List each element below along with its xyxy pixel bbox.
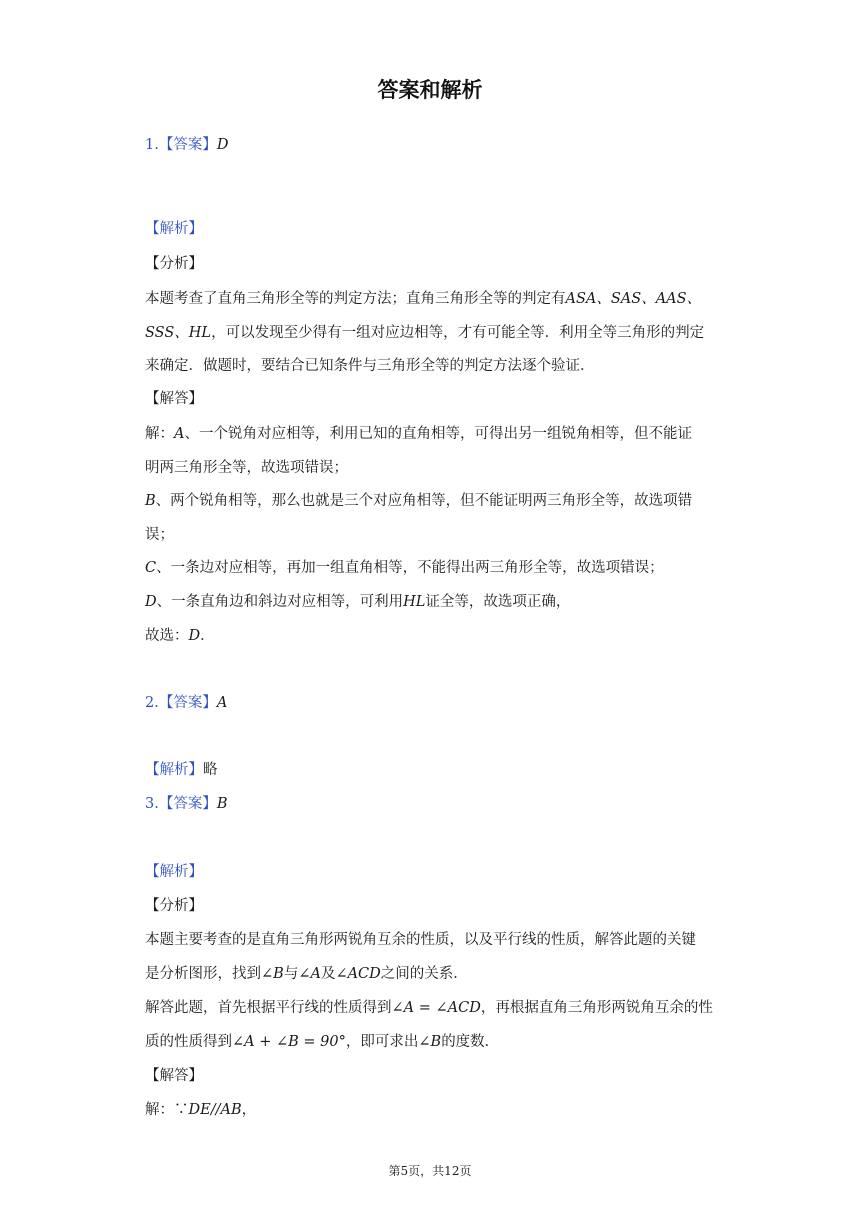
q1-jieda-heading: 【解答】 [145,391,203,407]
q3-analysis-math: ∠A = ∠ACD [391,1000,481,1016]
q3-analysis-math: ∠ACD [335,966,381,982]
q3-analysis-line-4 [145,1032,725,1052]
q3-analysis-math: ∠A + ∠B = 90° [232,1034,346,1050]
q3-fenxi-heading: 【分析】 [145,898,203,914]
q1-analysis-line-1 [145,289,725,309]
q1-sol-text: 解： [145,426,174,442]
q2-jiexi-text: 略 [203,762,218,778]
q1-answer-line [145,135,725,155]
q3-analysis-text: 及 [320,966,336,982]
q1-solution-line-2: 明两三角形全等，故选项错误； [145,460,348,476]
q2-jiexi-heading: 【解析】 [145,762,203,778]
q1-solution-line-4: 误； [145,527,174,543]
q2-answer-value: A [216,695,228,711]
q3-answer-label: 3.【答案】 [145,796,217,812]
q1-analysis-math: SSS、HL [145,325,212,341]
q1-analysis-text: 本题考查了直角三角形全等的判定方法；直角三角形全等的判定有 [145,291,566,307]
q2-answer-label: 2.【答案】 [145,695,217,711]
q3-analysis-math: ∠B [261,966,284,982]
q1-jiexi-heading: 【解析】 [145,221,203,237]
q1-sol-text: 故选： [145,628,189,644]
q1-solution-line-7 [145,626,725,646]
q1-sol-text: 、一个锐角对应相等，利用已知的直角相等，可得出另一组锐角相等，但不能证 [184,426,692,442]
q3-analysis-math: ∠A [298,966,321,982]
q1-sol-math: A [174,426,185,442]
q1-solution-line-5 [145,558,725,578]
q3-answer-value: B [216,796,228,812]
q1-sol-math: D [145,594,157,610]
q3-sol-text: 解：∵ [145,1102,189,1118]
q3-analysis-text: ，即可求出 [345,1034,419,1050]
q1-analysis-text: ，可以发现至少得有一组对应边相等，才有可能全等．利用全等三角形的判定 [211,325,705,341]
q3-analysis-text: 质的性质得到 [145,1034,232,1050]
page-title: 答案和解析 [377,78,483,102]
q1-sol-math: B [145,493,156,509]
q3-analysis-text: 的度数． [441,1034,500,1050]
page-footer: 第5页，共12页 [388,1164,472,1178]
q1-sol-text: 、一条直角边和斜边对应相等，可利用 [156,594,404,610]
q3-analysis-text: 与 [283,966,299,982]
q1-answer-value: D [216,137,229,153]
q1-sol-text: 、两个锐角相等，那么也就是三个对应角相等，但不能证明两三角形全等，故选项错 [155,493,693,509]
q1-sol-math: C [145,560,157,576]
q3-analysis-math: ∠B [418,1034,442,1050]
q3-analysis-text: 解答此题，首先根据平行线的性质得到 [145,1000,392,1016]
q1-solution-line-3 [145,491,725,511]
q3-analysis-line-2 [145,964,725,984]
q2-jiexi-line [145,760,725,780]
q3-sol-math: DE//AB [188,1102,242,1118]
q3-analysis-text: 是分析图形，找到 [145,966,261,982]
q3-solution-line-1 [145,1100,725,1120]
q1-sol-math: D [188,628,201,644]
q1-sol-text: ． [200,628,215,644]
q3-analysis-text: 之间的关系． [380,966,468,982]
q3-answer-line [145,794,725,814]
q1-solution-line-6 [145,592,725,612]
q3-analysis-line-3 [145,998,725,1018]
q3-analysis-text: ，再根据直角三角形两锐角互余的性 [480,1000,713,1016]
q1-sol-text: 证全等，故选项正确， [425,594,571,610]
q2-answer-line [145,693,725,713]
q1-analysis-line-3: 来确定．做题时，要结合已知条件与三角形全等的判定方法逐个验证． [145,358,595,374]
q3-sol-text: ， [241,1102,257,1118]
q1-answer-label: 1.【答案】 [145,137,217,153]
q1-sol-text: 、一条边对应相等，再加一组直角相等，不能得出两三角形全等，故选项错误； [156,560,664,576]
q1-fenxi-heading: 【分析】 [145,256,203,272]
q1-sol-math: HL [403,594,426,610]
q1-analysis-math: ASA、SAS、AAS、 [565,291,702,307]
q3-jieda-heading: 【解答】 [145,1068,203,1084]
q1-solution-line-1 [145,424,725,444]
q1-analysis-line-2 [145,323,725,343]
q3-jiexi-heading: 【解析】 [145,864,203,880]
q3-analysis-line-1: 本题主要考查的是直角三角形两锐角互余的性质，以及平行线的性质，解答此题的关键 [145,932,696,948]
